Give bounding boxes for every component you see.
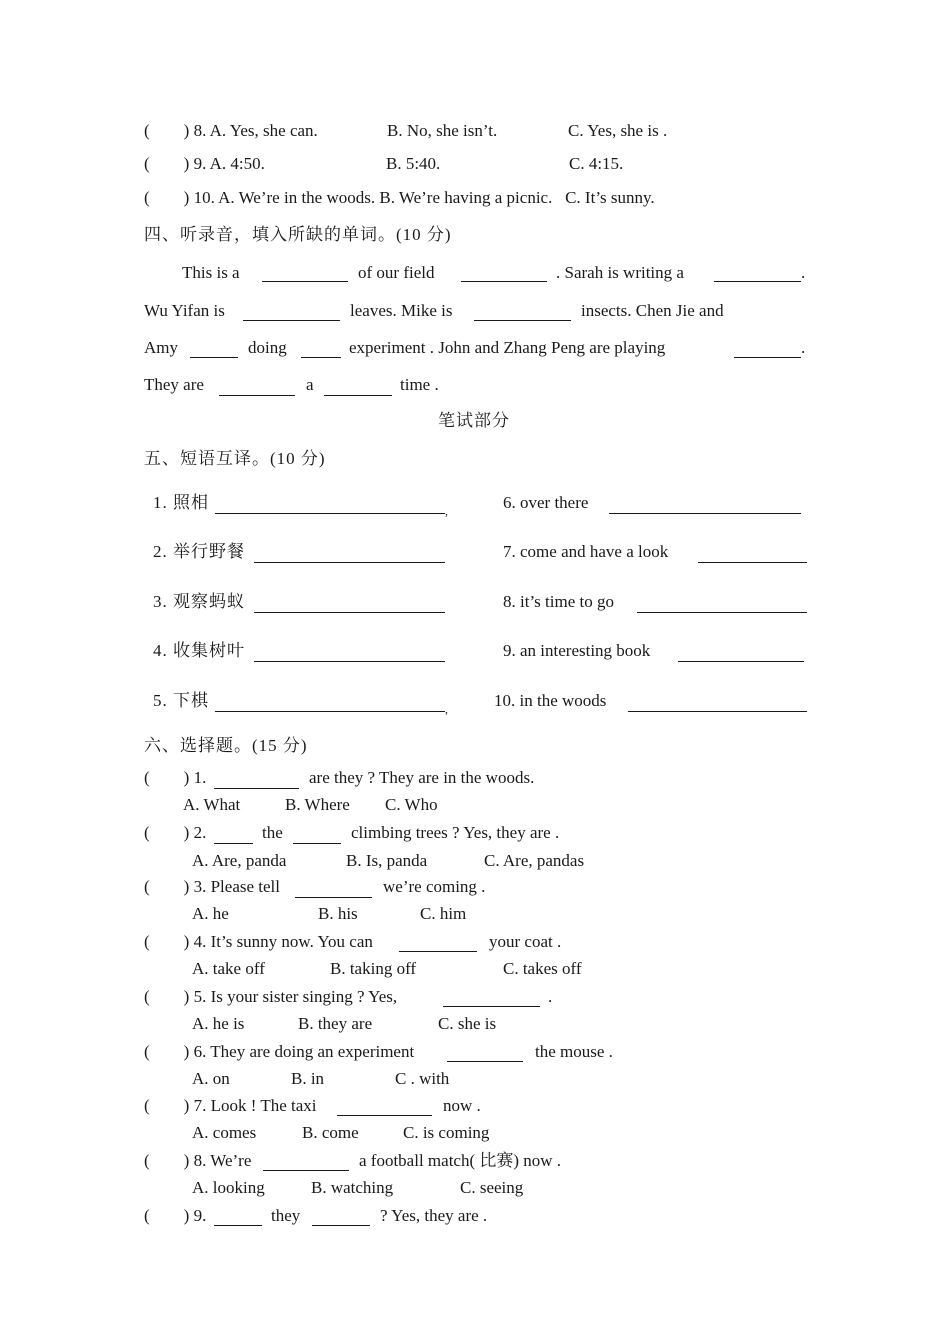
q6-7-b: B. come (302, 1123, 359, 1142)
part5-right-9: 9. an interesting book (503, 641, 651, 660)
blank[interactable] (263, 1170, 349, 1171)
part4-line4-t2: a (306, 375, 314, 394)
q6-3-paren: ( ) 3. Please tell (144, 877, 280, 896)
blank[interactable] (215, 513, 445, 514)
part4-title: 四、听录音，填入所缺的单词。(10 分) (144, 225, 452, 244)
blank[interactable] (214, 843, 253, 844)
part5-right-8: 8. it’s time to go (503, 592, 614, 611)
part4-line3-t3: experiment . John and Zhang Peng are playing (349, 338, 666, 357)
q3-8-b: B. No, she isn’t. (387, 121, 498, 140)
written-heading: 笔试部分 (438, 411, 510, 430)
blank[interactable] (609, 513, 801, 514)
q6-1-rest: are they ? They are in the woods. (309, 768, 535, 787)
part5-right-10: 10. in the woods (494, 691, 607, 710)
blank[interactable] (254, 661, 445, 662)
blank[interactable] (295, 897, 372, 898)
q6-6-c: C . with (395, 1069, 450, 1088)
q6-8-b: B. watching (311, 1178, 394, 1197)
q3-10: ( ) 10. A. We’re in the woods. B. We’re having a picnic. C. It’s sunny. (144, 188, 655, 207)
blank[interactable] (447, 1061, 523, 1062)
comma: , (445, 504, 448, 518)
q6-4-paren: ( ) 4. It’s sunny now. You can (144, 932, 373, 951)
q6-6-paren: ( ) 6. They are doing an experiment (144, 1042, 415, 1061)
q6-3-b: B. his (318, 904, 358, 923)
blank[interactable] (219, 395, 295, 396)
blank[interactable] (214, 788, 299, 789)
q6-2-a: A. Are, panda (192, 851, 287, 870)
blank[interactable] (399, 951, 477, 952)
part4-line1-t1: This is a (182, 263, 240, 282)
part5-left-1: 1. 照相 (153, 493, 209, 512)
q6-6-t2: the mouse . (535, 1042, 613, 1061)
q3-9: ( ) 9. A. 4:50. (144, 154, 265, 173)
blank[interactable] (301, 357, 341, 358)
blank[interactable] (474, 320, 571, 321)
part5-left-5: 5. 下棋 (153, 691, 209, 710)
part4-line2-t3: insects. Chen Jie and (581, 301, 724, 320)
part5-title: 五、短语互译。(10 分) (144, 449, 326, 468)
blank[interactable] (243, 320, 340, 321)
q6-1-c: C. Who (385, 795, 438, 814)
q6-5-t2: . (548, 987, 553, 1006)
q3-8: ( ) 8. A. Yes, she can. (144, 121, 318, 140)
blank[interactable] (461, 281, 547, 282)
q3-9-c: C. 4:15. (569, 154, 624, 173)
q6-3-t2: we’re coming . (383, 877, 486, 896)
q6-2-b: B. Is, panda (346, 851, 428, 870)
blank[interactable] (190, 357, 238, 358)
q6-7-c: C. is coming (403, 1123, 490, 1142)
blank[interactable] (337, 1115, 432, 1116)
q6-4-b: B. taking off (330, 959, 417, 978)
part5-right-7: 7. come and have a look (503, 542, 669, 561)
q3-9-b: B. 5:40. (386, 154, 441, 173)
q6-5-b: B. they are (298, 1014, 373, 1033)
part4-line4-t3: time . (400, 375, 439, 394)
q6-2-c: C. Are, pandas (484, 851, 585, 870)
part4-line4-t1: They are (144, 375, 204, 394)
q6-2-paren: ( ) 2. (144, 823, 207, 842)
q6-9-paren: ( ) 9. (144, 1206, 207, 1225)
q6-8-c: C. seeing (460, 1178, 524, 1197)
part4-line3-t4: . (801, 338, 806, 357)
q6-9-t1: they (271, 1206, 301, 1225)
q6-1-a: A. What (183, 795, 241, 814)
part5-left-3: 3. 观察蚂蚁 (153, 592, 245, 611)
q6-6-b: B. in (291, 1069, 325, 1088)
q6-3-a: A. he (192, 904, 229, 923)
q6-7-t2: now . (443, 1096, 481, 1115)
q6-5-a: A. he is (192, 1014, 245, 1033)
blank[interactable] (698, 562, 807, 563)
part4-line1-t2: of our field (358, 263, 435, 282)
part6-title: 六、选择题。(15 分) (144, 736, 308, 755)
q6-4-c: C. takes off (503, 959, 582, 978)
blank[interactable] (254, 612, 445, 613)
blank[interactable] (678, 661, 804, 662)
q6-5-paren: ( ) 5. Is your sister singing ? Yes, (144, 987, 398, 1006)
q6-7-a: A. comes (192, 1123, 257, 1142)
part5-left-2: 2. 举行野餐 (153, 542, 245, 561)
q3-8-c: C. Yes, she is . (568, 121, 668, 140)
part4-line1-t3: . Sarah is writing a (556, 263, 684, 282)
comma: , (445, 702, 448, 716)
blank[interactable] (254, 562, 445, 563)
part5-right-6: 6. over there (503, 493, 589, 512)
q6-8-t2: a football match( 比赛) now . (359, 1151, 562, 1170)
part5-left-4: 4. 收集树叶 (153, 641, 245, 660)
blank[interactable] (293, 843, 341, 844)
blank[interactable] (714, 281, 801, 282)
q6-7-paren: ( ) 7. Look ! The taxi (144, 1096, 317, 1115)
q6-4-t2: your coat . (489, 932, 562, 951)
part4-line2-t1: Wu Yifan is (144, 301, 225, 320)
part4-line3-t1: Amy (144, 338, 178, 357)
q6-8-paren: ( ) 8. We’re (144, 1151, 252, 1170)
blank[interactable] (214, 1225, 262, 1226)
q6-4-a: A. take off (192, 959, 265, 978)
blank[interactable] (637, 612, 807, 613)
blank[interactable] (215, 711, 445, 712)
q6-1-b: B. Where (285, 795, 350, 814)
q6-9-t2: ? Yes, they are . (380, 1206, 488, 1225)
part4-line2-t2: leaves. Mike is (350, 301, 453, 320)
q6-5-c: C. she is (438, 1014, 497, 1033)
q6-6-a: A. on (192, 1069, 230, 1088)
q6-1-paren: ( ) 1. (144, 768, 207, 787)
q6-3-c: C. him (420, 904, 467, 923)
q6-2-t1: the (262, 823, 283, 842)
blank[interactable] (734, 357, 801, 358)
blank[interactable] (312, 1225, 370, 1226)
q6-2-t2: climbing trees ? Yes, they are . (351, 823, 560, 842)
part4-line3-t2: doing (248, 338, 287, 357)
part4-line1-t4: . (801, 263, 806, 282)
blank[interactable] (443, 1006, 540, 1007)
blank[interactable] (628, 711, 807, 712)
blank[interactable] (324, 395, 392, 396)
blank[interactable] (262, 281, 348, 282)
q6-8-a: A. looking (192, 1178, 265, 1197)
